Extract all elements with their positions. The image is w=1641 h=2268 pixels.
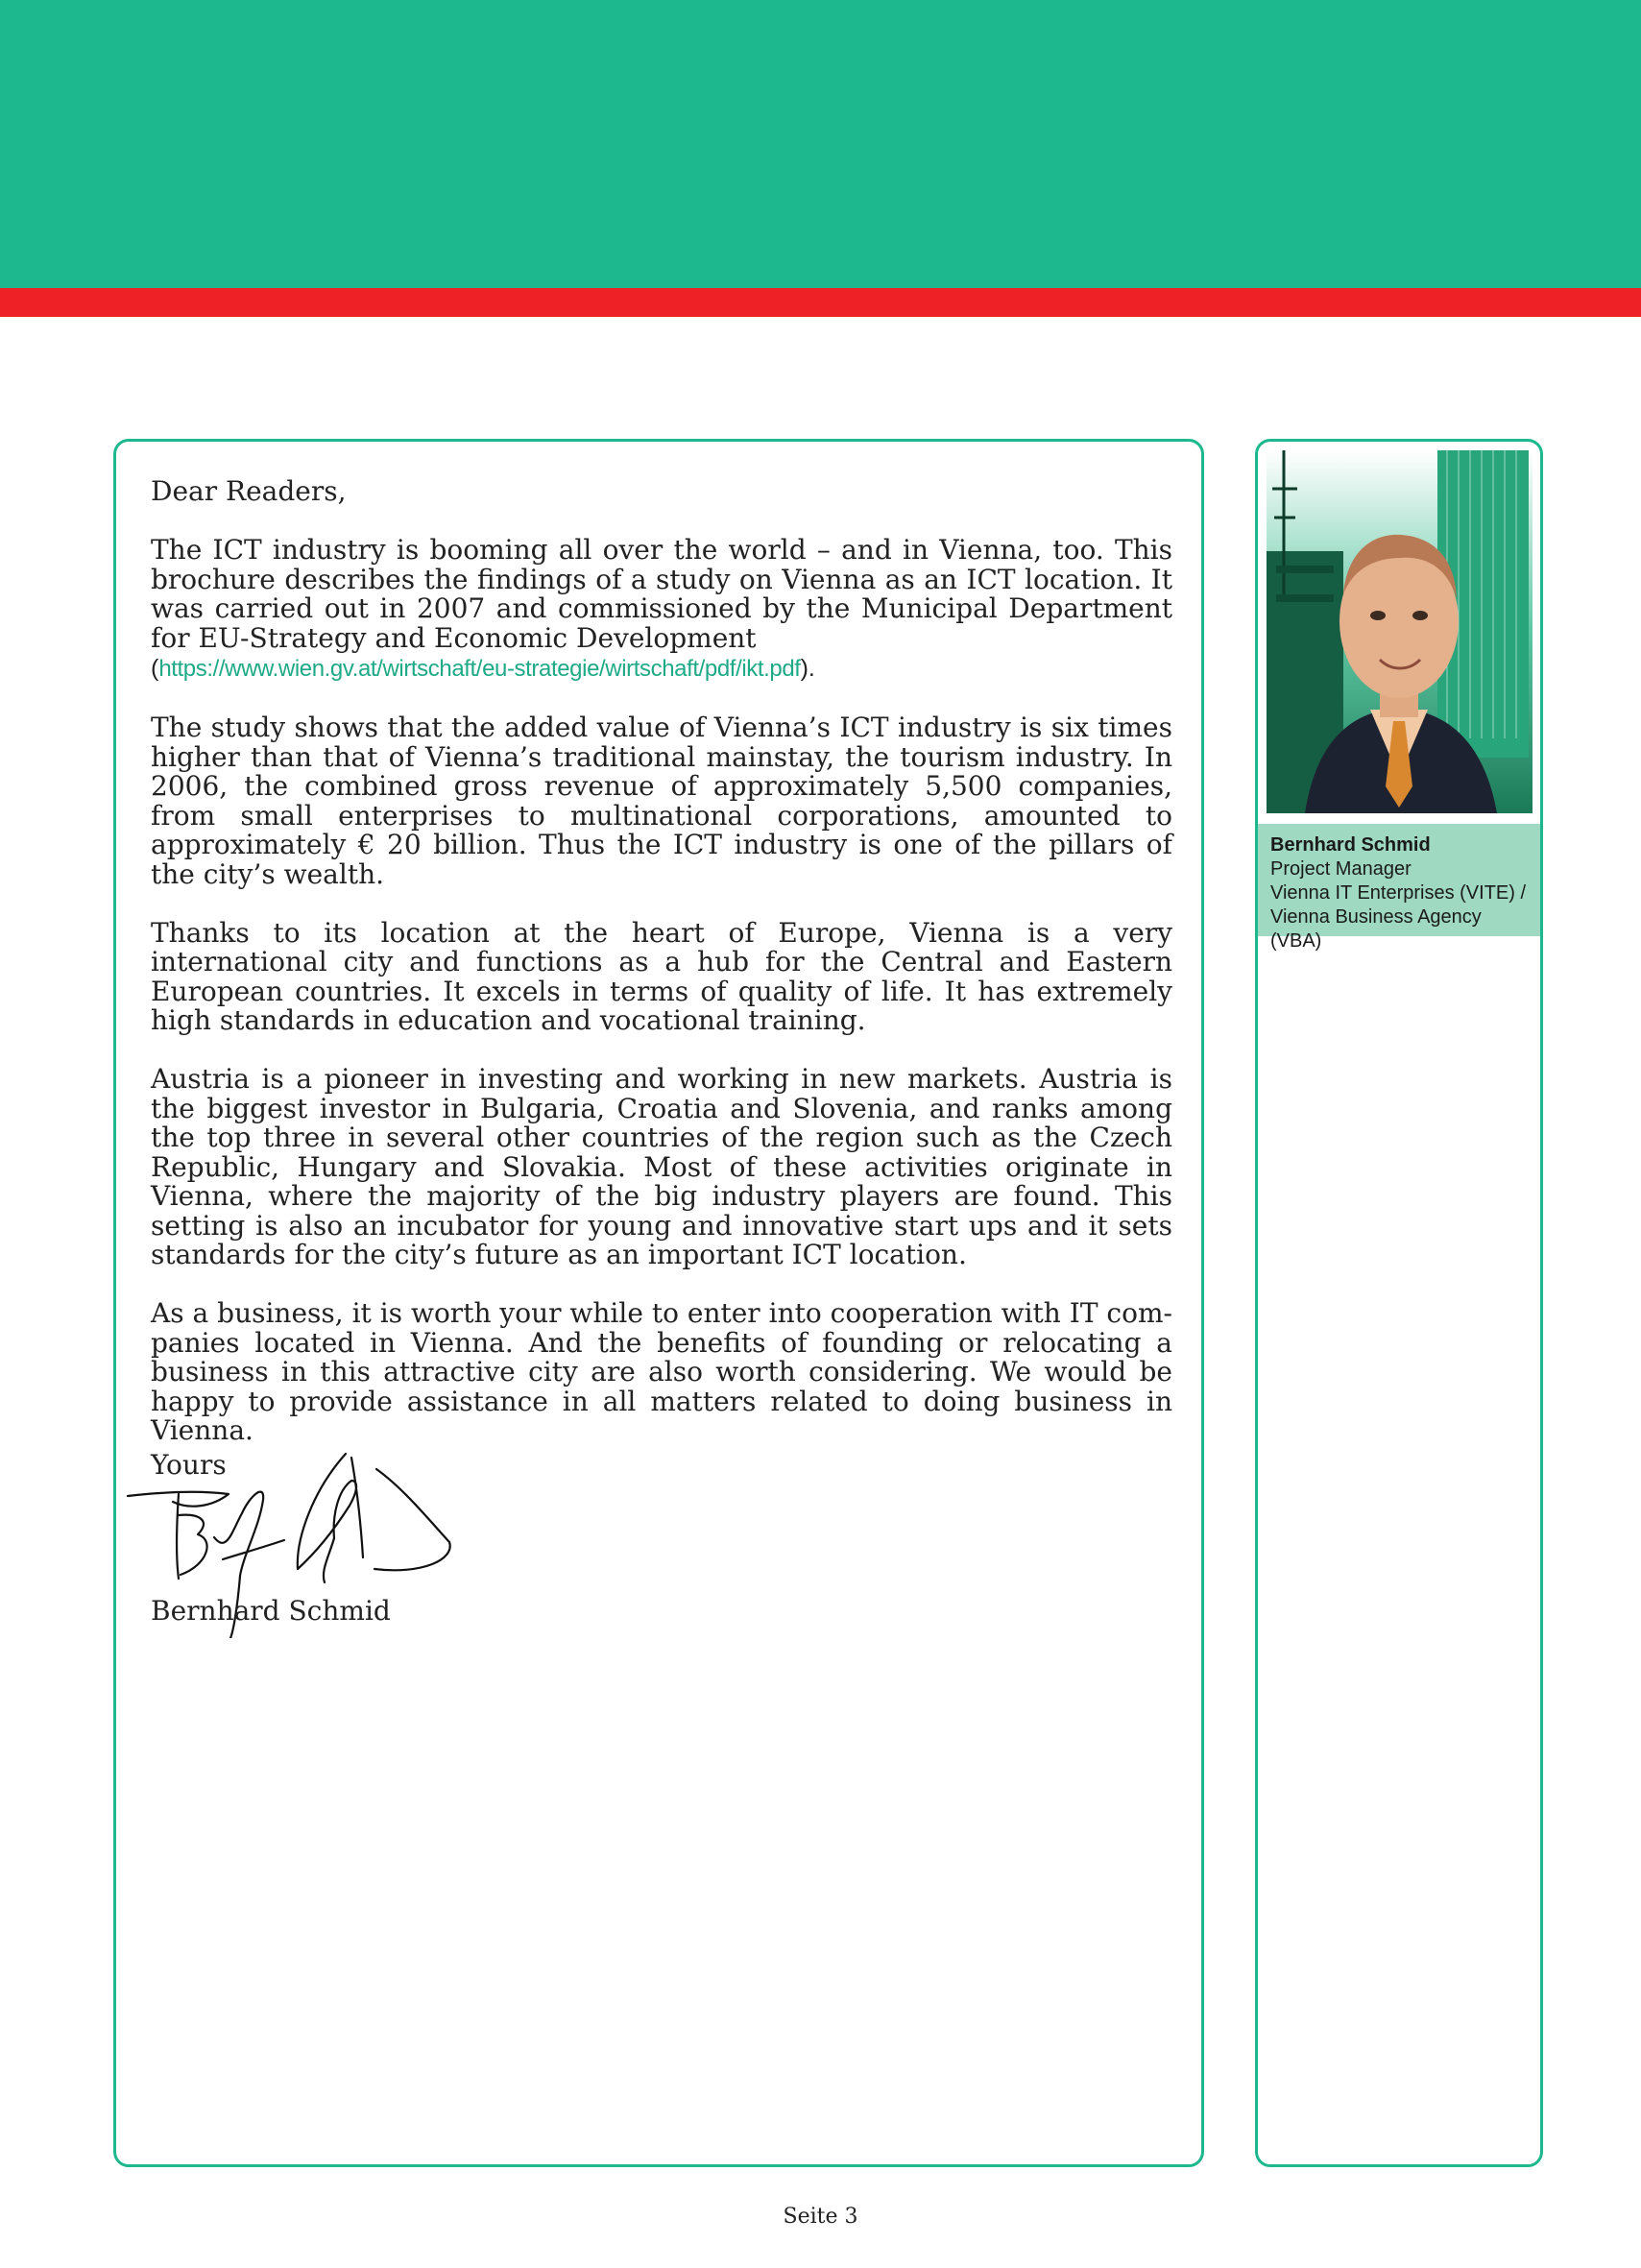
paragraph-4: Austria is a pioneer in investing and working in new markets. Austria is the biggest investor in Bulgaria, Croatia and Slovenia, and ranks among the top three in several other countries of the region such as the Czech Republic, Hungary and Slovakia. Most of these activities originate in Vienna, where the majority of the big industry players are found. This setting is also an incubator for young and innovative start ups and it sets standards for the city’s future as an important ICT location. [151, 1063, 1172, 1270]
paragraph-5: As a business, it is worth your while to enter into cooperation with IT companies located in Vienna. And the benefits of founding or relocating a business in this attractive city are also worth considering. We would be happy to provide assistance in all matters related to doing business in Vienna. [151, 1297, 1172, 1446]
page-number: Seite 3 [783, 2205, 858, 2229]
profile-role: Project Manager [1270, 858, 1412, 880]
header-stripe [0, 288, 1641, 317]
profile-name: Bernhard Schmid [1270, 834, 1431, 856]
paragraph-1: The ICT industry is booming all over the world – and in Vienna, too. This brochure describes the findings of a study on Vienna as an ICT location. It was carried out in 2007 and commissioned by the Municipal Department for EU-Strategy and Economic Development (https://www.wien.gv.at/wirtschaft/eu-strategie/wirtschaft/pdf/ikt.pdf). [151, 534, 1172, 682]
study-link[interactable]: https://www.wien.gv.at/wirtschaft/eu-strategie/wirtschaft/pdf/ikt.pdf [158, 656, 801, 682]
paragraph-3: Thanks to its location at the heart of Europe, Vienna is a very international city and functions as a hub for the Central and Eastern European countries. It excels in terms of quality of life. It has extremely high standards in education and vocational training. [151, 916, 1172, 1036]
header-band [0, 0, 1641, 288]
signer-name: Bernhard Schmid [151, 1595, 391, 1627]
profile-caption [1258, 824, 1540, 952]
closing: Yours [151, 1449, 227, 1481]
profile-sidebar [1255, 439, 1543, 2167]
paragraph-2: The study shows that the added value of Vienna’s ICT industry is six times higher than that of Vienna’s traditional mainstay, the tourism industry. In 2006, the combined gross revenue of approximately 5,500 companies, from small enterprises to multinational corporations, amounted to approximately € 20 billion. Thus the ICT industry is one of the pillars of the city’s wealth. [151, 712, 1172, 890]
portrait-photo [1267, 450, 1532, 813]
paragraph-1-text: The ICT industry is booming all over the world – and in Vienna, too. This brochure describes the findings of a study on Vienna as an ICT location. It was carried out in 2007 and commissioned by the Municipal Department for EU-Strategy and Economic Development [151, 534, 1172, 654]
profile-org-1: Vienna IT Enterprises (VITE) / [1270, 882, 1527, 904]
salutation: Dear Readers, [151, 475, 347, 507]
profile-org-2: Vienna Business Agency (VBA) [1270, 906, 1482, 952]
letter-body [151, 477, 1172, 1475]
